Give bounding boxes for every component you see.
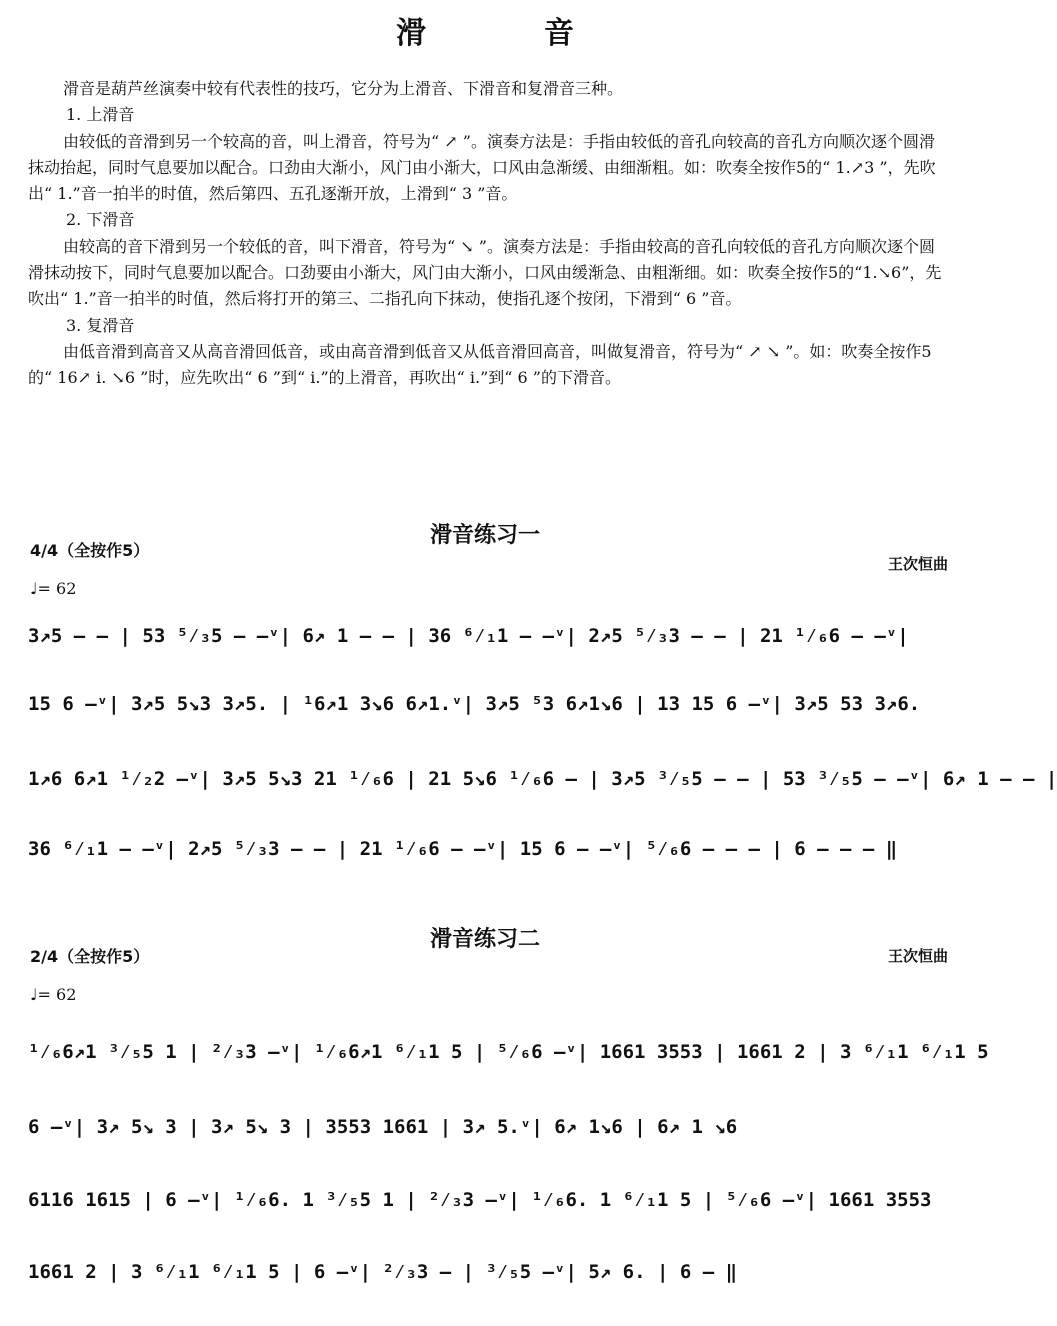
exercise2-score-line: 6 –ᵛ| 3↗ 5↘ 3 | 3↗ 5↘ 3 | 3553 1661 | 3↗ 5.ᵛ| 6↗ 1↘6 | 6↗ 1 ↘6	[28, 1116, 738, 1138]
exercise2-tempo: ♩= 62	[30, 985, 77, 1004]
compound-glide-paragraph: 由低音滑到高音又从高音滑回低音，或由高音滑到低音又从低音滑回高音，叫做复滑音，符号为“ ↗ ↘ ”。如：吹奏全按作5的“ 16↗ i. ↘6 ”时，应先吹出“ 6 ”到“ i.”的上滑音，再吹出“ i.”到“ 6 ”的下滑音。	[28, 341, 932, 388]
heading-up-glide: 1. 上滑音	[66, 105, 135, 125]
intro-paragraph: 滑音是葫芦丝演奏中较有代表性的技巧，它分为上滑音、下滑音和复滑音三种。	[63, 79, 624, 98]
exercise1-score-line: 3↗5 – – | 53 ⁵⁄₃5 – –ᵛ| 6↗ 1 – – | 36 ⁶⁄₁1 – –ᵛ| 2↗5 ⁵⁄₃3 – – | 21 ¹⁄₆6 – –ᵛ|	[28, 625, 909, 647]
exercise2-composer: 王次恒曲	[887, 947, 948, 965]
exercise2-score-line: 1661 2 | 3 ⁶⁄₁1 ⁶⁄₁1 5 | 6 –ᵛ| ²⁄₃3 – | ³⁄₅5 –ᵛ| 5↗ 6. | 6 – ‖	[28, 1261, 738, 1283]
heading-down-glide: 2. 下滑音	[66, 210, 135, 230]
down-glide-paragraph: 由较高的音下滑到另一个较低的音，叫下滑音，符号为“ ↘ ”。演奏方法是：手指由较高的音孔向较低的音孔方向顺次逐个圆滑抹动按下，同时气息要加以配合。口劲要由小渐大，风门由大渐小，口风由缓渐急、由粗渐细。如：吹奏全按作5的“1.↘6”，先吹出“ 1.”音一拍半的时值，然后将打开的第三、二指孔向下抹动，使指孔逐个按闭，下滑到“ 6 ”音。	[28, 236, 942, 309]
intro-text	[28, 76, 943, 392]
exercise2-title: 滑音练习二	[429, 927, 540, 952]
exercise1-score-line: 1↗6 6↗1 ¹⁄₂2 –ᵛ| 3↗5 5↘3 21 ¹⁄₆6 | 21 5↘6 ¹⁄₆6 – | 3↗5 ³⁄₅5 – – | 53 ³⁄₅5 – –ᵛ| 6↗ 1 – – |	[28, 768, 1057, 790]
up-glide-paragraph: 由较低的音滑到另一个较高的音，叫上滑音，符号为“ ↗ ”。演奏方法是：手指由较低的音孔向较高的音孔方向顺次逐个圆滑抹动抬起，同时气息要加以配合。口劲由大渐小，风门由小渐大，口风由急渐缓、由细渐粗。如：吹奏全按作5的“ 1.↗3 ”，先吹出“ 1.”音一拍半的时值，然后第四、五孔逐渐开放，上滑到“ 3 ”音。	[28, 131, 936, 204]
exercise1-score-line: 36 ⁶⁄₁1 – –ᵛ| 2↗5 ⁵⁄₃3 – – | 21 ¹⁄₆6 – –ᵛ| 15 6 – –ᵛ| ⁵⁄₆6 – – – | 6 – – – ‖	[28, 838, 898, 860]
exercise1-score-line: 15 6 –ᵛ| 3↗5 5↘3 3↗5. | ¹6↗1 3↘6 6↗1.ᵛ| 3↗5 ⁵3 6↗1↘6 | 13 15 6 –ᵛ| 3↗5 53 3↗6.	[28, 693, 921, 715]
exercise2-score-line: ¹⁄₆6↗1 ³⁄₅5 1 | ²⁄₃3 –ᵛ| ¹⁄₆6↗1 ⁶⁄₁1 5 | ⁵⁄₆6 –ᵛ| 1661 3553 | 1661 2 | 3 ⁶⁄₁1 ⁶⁄₁1 5	[28, 1041, 989, 1063]
exercise1-meter: 4/4（全按作5）	[30, 541, 150, 560]
exercise2-meter: 2/4（全按作5）	[30, 947, 150, 966]
exercise1-composer: 王次恒曲	[887, 555, 948, 573]
exercise1-title: 滑音练习一	[429, 523, 540, 548]
page-title: 滑 音	[396, 16, 618, 51]
exercise2-score-line: 6116 1615 | 6 –ᵛ| ¹⁄₆6. 1 ³⁄₅5 1 | ²⁄₃3 –ᵛ| ¹⁄₆6. 1 ⁶⁄₁1 5 | ⁵⁄₆6 –ᵛ| 1661 3553	[28, 1189, 932, 1211]
heading-compound-glide: 3. 复滑音	[66, 315, 135, 335]
exercise1-tempo: ♩= 62	[30, 579, 77, 598]
